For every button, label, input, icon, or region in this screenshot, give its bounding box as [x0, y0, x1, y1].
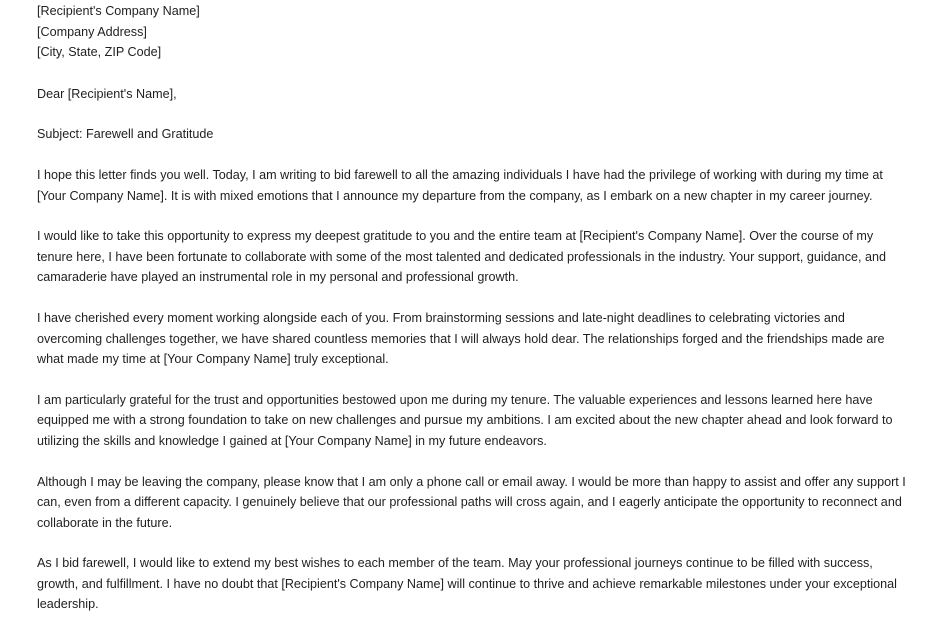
subject-line: Subject: Farewell and Gratitude — [37, 127, 214, 142]
recipient-company-name: [Recipient's Company Name] — [37, 4, 200, 18]
recipient-address-block — [37, 1, 907, 63]
paragraph-gratitude: I would like to take this opportunity to express my deepest gratitude to you and the entire team at [Recipient's Company Name]. Over the course of my tenure here, I have been fortunate to collaborate with some of the most talented and dedicated professionals in the industry. Your support, guidance, and camaraderie have played an instrumental role in my personal and professional growth. — [37, 229, 887, 285]
paragraph-memories: I have cherished every moment working alongside each of you. From brainstorming sessions and late-night deadlines to celebrating victories and overcoming challenges together, we have shared countless memories that I will always hold dear. The relationships forged and the friendships made are what made my time at [Your Company Name] truly exceptional. — [37, 310, 885, 367]
company-address: [Company Address] — [37, 24, 147, 39]
paragraph-best-wishes: As I bid farewell, I would like to extend my best wishes to each member of the team. May your professional journeys continue to be filled with success, growth, and fulfillment. I have no doubt that [Recipient's Company Name] will continue to thrive and achieve remarkable milestones under your exceptional leadership. — [37, 556, 897, 612]
letter-body — [37, 0, 907, 615]
paragraph-opportunities: I am particularly grateful for the trust and opportunities bestowed upon me during my tenure. The valuable experiences and lessons learned here have equipped me with a strong foundation to take on new challenges and pursue my ambitions. I am excited about the new chapter ahead and look forward to utilizing the skills and knowledge I gained at [Your Company Name] in my future endeavors. — [37, 392, 893, 448]
paragraph-contact: Although I may be leaving the company, please know that I am only a phone call or email away. I would be more than happy to assist and offer any support I can, even from a different capacity. I genuinely believe that our professional paths will cross again, and I eagerly anticipate the opportunity to reconnect and collaborate in the future. — [37, 474, 906, 530]
city-state-zip: [City, State, ZIP Code] — [37, 45, 162, 60]
paragraph-intro: I hope this letter finds you well. Today, I am writing to bid farewell to all the amazing individuals I have had the privilege of working with during my time at [Your Company Name]. It is with mixed emotions that I announce my departure from the company, as I embark on a new chapter in my career journey. — [37, 167, 883, 203]
salutation: Dear [Recipient's Name], — [37, 86, 177, 101]
